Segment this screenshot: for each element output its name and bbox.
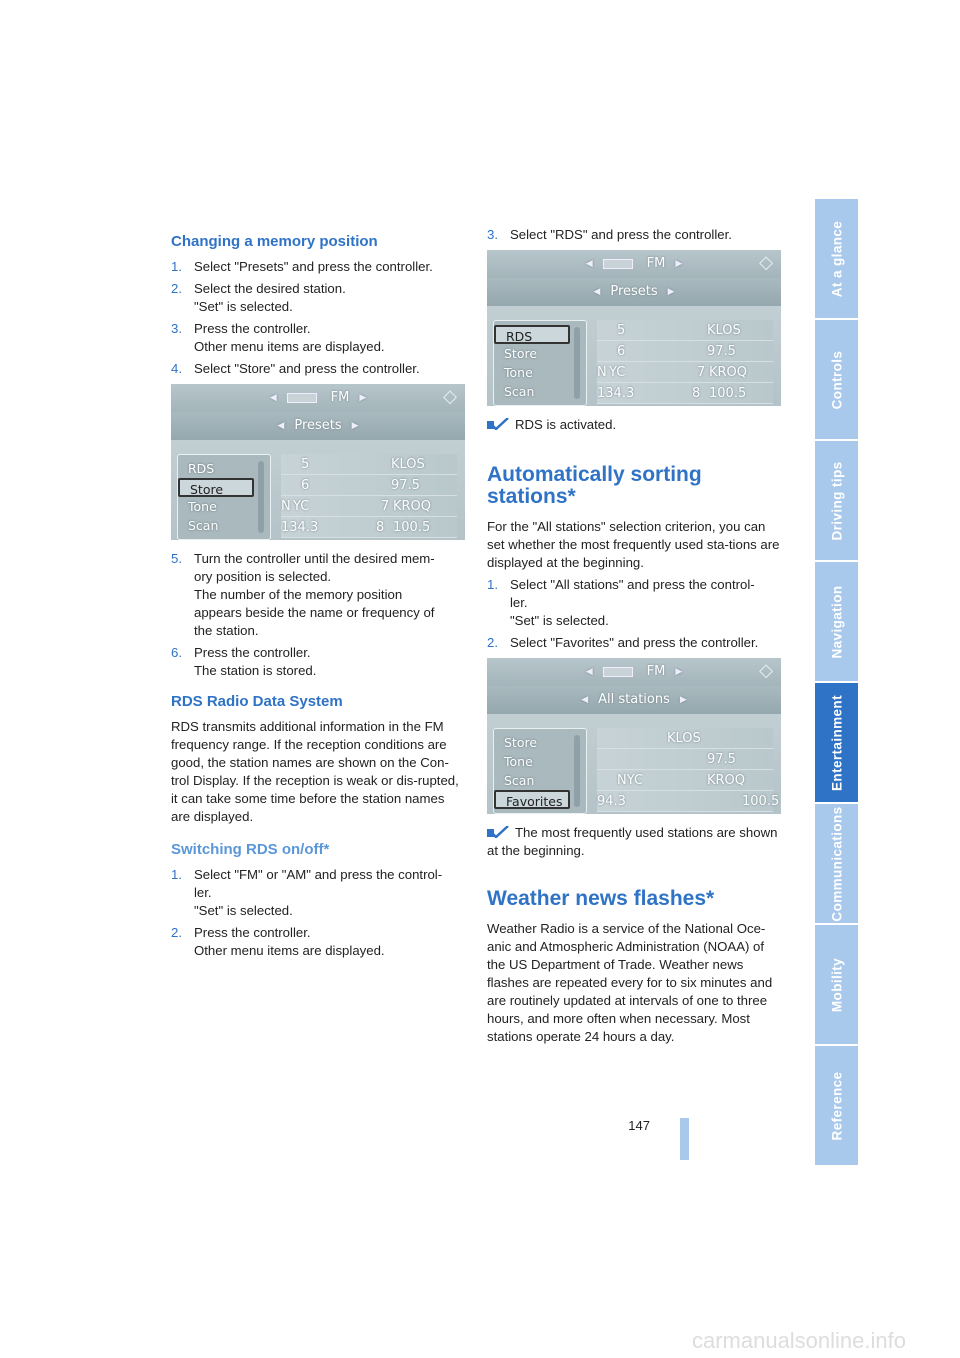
list-bar [171,412,465,440]
menu-item: RDS [494,325,570,344]
station-row [597,383,773,404]
right-arrow-icon: ▶ [359,393,367,403]
station-text: KLOS [707,323,741,338]
station-row [597,362,773,383]
step-item [171,866,467,920]
step-text: Press the controller. [194,321,311,336]
step-text: Other menu items are displayed. [194,943,385,958]
chapter-tab [815,1046,858,1165]
station-text: 97.5 [391,478,420,493]
step-number: 2. [171,281,182,296]
menu-item: Store [504,735,538,750]
rds-note: RDS is activated. [487,416,783,434]
station-text: N [281,499,291,514]
step-text: "Set" is selected. [194,299,293,314]
menu-item: Scan [188,518,219,533]
left-arrow-icon: ◀ [581,695,589,705]
station-text: NYC [617,773,644,788]
heading-weather: Weather news flashes* [487,887,715,910]
step-text: The number of the memory position [194,587,403,602]
step-text: Select "RDS" and press the controller. [510,227,732,242]
station-text: 7 [381,499,390,514]
step-item [487,576,783,630]
right-arrow-icon: ▶ [351,421,359,431]
menu-item: Scan [504,384,535,399]
left-arrow-icon: ◀ [585,667,593,677]
band-label: FM [330,390,350,405]
move-icon: ◇ [759,252,773,273]
check-icon [487,826,509,838]
option-menu [493,320,587,406]
right-column [487,226,783,1050]
chapter-tab-label: Navigation [829,584,844,659]
weather-body: Weather Radio is a service of the National Oce-anic and Atmospheric Administration (NOAA) of the US Department of Trade. Weather news flashes are repeated every for to six minutes and are routinely updated at intervals of one to three hours, and more often when necessary. Most stations operate 24 hours a day. [487,921,773,1044]
list-label: Presets [610,284,658,299]
station-text: YC [293,499,310,514]
station-text: 5 [301,457,310,472]
chapter-tab [815,925,858,1044]
screen-store [171,384,465,540]
step-item [487,226,783,244]
chapter-tabs [815,199,858,1167]
band-label: FM [646,664,666,679]
station-text: 5 [617,323,626,338]
sort-note: The most frequently used stations are shown at the beginning. [487,825,778,858]
step-text: Other menu items are displayed. [194,339,385,354]
menu-item: Tone [188,499,217,514]
menu-item: Scan [504,773,535,788]
step-text: Select "Store" and press the controller. [194,361,420,376]
step-text: Select "Favorites" and press the controller. [510,635,759,650]
station-text: KROQ [393,499,432,514]
step-number: 1. [171,259,182,274]
band-bar [487,658,781,686]
right-arrow-icon: ▶ [667,287,675,297]
station-text: 6 [301,478,310,493]
check-icon [487,418,509,430]
step-number: 5. [171,551,182,566]
switch-steps [171,866,467,960]
station-text: 100.5 [709,386,747,401]
step-text: ory position is selected. [194,569,332,584]
chapter-tab [815,199,858,318]
left-arrow-icon: ◀ [269,393,277,403]
step-item [171,644,467,680]
screen-favorites [487,658,781,814]
chapter-tab [815,441,858,560]
step-text: Select "Presets" and press the controller. [194,259,433,274]
menu-item: Tone [504,754,533,769]
station-text: KLOS [667,731,701,746]
step-text: Select "FM" or "AM" and press the control- [194,867,443,882]
station-row [597,749,773,770]
chapter-tab-label: At a glance [829,220,844,297]
chapter-tab [815,562,858,681]
left-column [171,226,467,964]
option-menu [177,454,271,540]
station-text: 97.5 [707,752,736,767]
menu-item: Tone [504,365,533,380]
step-number: 4. [171,361,182,376]
sort-steps [487,576,783,652]
station-text: 6 [617,344,626,359]
sort-body: For the "All stations" selection criterion, you can set whether the most frequently used sta-tions are displayed at the beginning. [487,519,780,570]
step-text: Turn the controller until the desired mem- [194,551,435,566]
step-number: 3. [487,227,498,242]
step-text: Press the controller. [194,925,311,940]
heading-switching-rds: Switching RDS on/off* [171,841,330,858]
heading-changing-memory: Changing a memory position [171,233,378,250]
left-arrow-icon: ◀ [593,287,601,297]
list-label: Presets [294,418,342,433]
chapter-tab-label: Entertainment [829,694,844,791]
step-item [171,360,467,378]
menu-item: Favorites [494,790,570,809]
menu-item: Store [178,478,254,497]
station-row [597,791,780,812]
right-arrow-icon: ▶ [679,695,687,705]
page-number: 147 [628,1118,650,1133]
station-row [597,770,773,791]
chapter-tab-label: Controls [829,350,844,409]
band-label: FM [646,256,666,271]
heading-auto-sort: Automatically sorting stations* [487,463,702,508]
menu-item: RDS [188,461,215,476]
step-number: 1. [171,867,182,882]
scrollbar [258,461,264,533]
step-text: appears beside the name or frequency of [194,605,435,620]
chapter-tab-label: Driving tips [829,460,844,541]
step-text: the station. [194,623,259,638]
station-text: 97.5 [707,344,736,359]
station-text: KROQ [709,365,748,380]
move-icon: ◇ [443,386,457,407]
step-text: "Set" is selected. [194,903,293,918]
step-item [171,280,467,316]
step-text: ler. [194,885,212,900]
left-arrow-icon: ◀ [277,421,285,431]
menu-item: Store [504,346,538,361]
station-text: 7 [697,365,706,380]
station-text: 8 [692,386,701,401]
step-item [171,924,467,960]
station-text: KLOS [391,457,425,472]
step-number: 6. [171,645,182,660]
step-number: 1. [487,577,498,592]
band-bar [171,384,465,412]
step-item [487,634,783,652]
station-text: 100.5 [742,794,780,809]
station-row [281,454,457,475]
chapter-tab-label: Mobility [829,957,844,1012]
chapter-tab [815,683,858,802]
station-text: 100.5 [393,520,431,535]
step-item [171,550,467,640]
list-bar [487,686,781,714]
scrollbar [574,735,580,807]
cd-icon [287,393,317,403]
band-bar [487,250,781,278]
cd-icon [603,667,633,677]
step-text: Select the desired station. [194,281,346,296]
screen-rds [487,250,781,406]
scrollbar [574,327,580,399]
station-row [281,496,457,517]
footer [0,1320,960,1358]
right-arrow-icon: ▶ [675,259,683,269]
chapter-tab [815,320,858,439]
station-text: 8 [376,520,385,535]
step-text: Select "All stations" and press the control- [510,577,755,592]
chapter-tab-label: Reference [829,1071,844,1140]
move-icon: ◇ [759,660,773,681]
footer-watermark: carmanualsonline.info [691,1328,906,1353]
step-number: 2. [487,635,498,650]
page-marker [680,1118,689,1160]
chapter-tab [815,804,858,923]
station-text: KROQ [707,773,746,788]
list-bar [487,278,781,306]
station-text: 134.3 [597,386,635,401]
list-label: All stations [598,692,670,707]
step-text: The station is stored. [194,663,317,678]
rds-body: RDS transmits additional information in the FM frequency range. If the reception conditions are good, the station names are shown on the Con-trol Display. If the reception is weak or dis-rupted, it can take some time before the station names are displayed. [171,719,459,824]
step-item [171,320,467,356]
station-row [281,475,457,496]
station-text: 134.3 [281,520,319,535]
station-row [597,728,773,749]
step-text: "Set" is selected. [510,613,609,628]
right-arrow-icon: ▶ [675,667,683,677]
station-text: N [597,365,607,380]
step-item [171,258,467,276]
cd-icon [603,259,633,269]
step-text: Press the controller. [194,645,311,660]
step-text: ler. [510,595,528,610]
station-row [597,320,773,341]
station-text: YC [609,365,626,380]
station-text: 94.3 [597,794,626,809]
memory-steps [171,258,467,378]
option-menu [493,728,587,814]
chapter-tab-label: Communications [829,805,844,922]
memory-steps-continued [171,550,467,680]
left-arrow-icon: ◀ [585,259,593,269]
rds-step [487,226,783,244]
station-row [281,517,457,538]
heading-rds: RDS Radio Data System [171,693,343,710]
step-number: 3. [171,321,182,336]
step-number: 2. [171,925,182,940]
station-row [597,341,773,362]
